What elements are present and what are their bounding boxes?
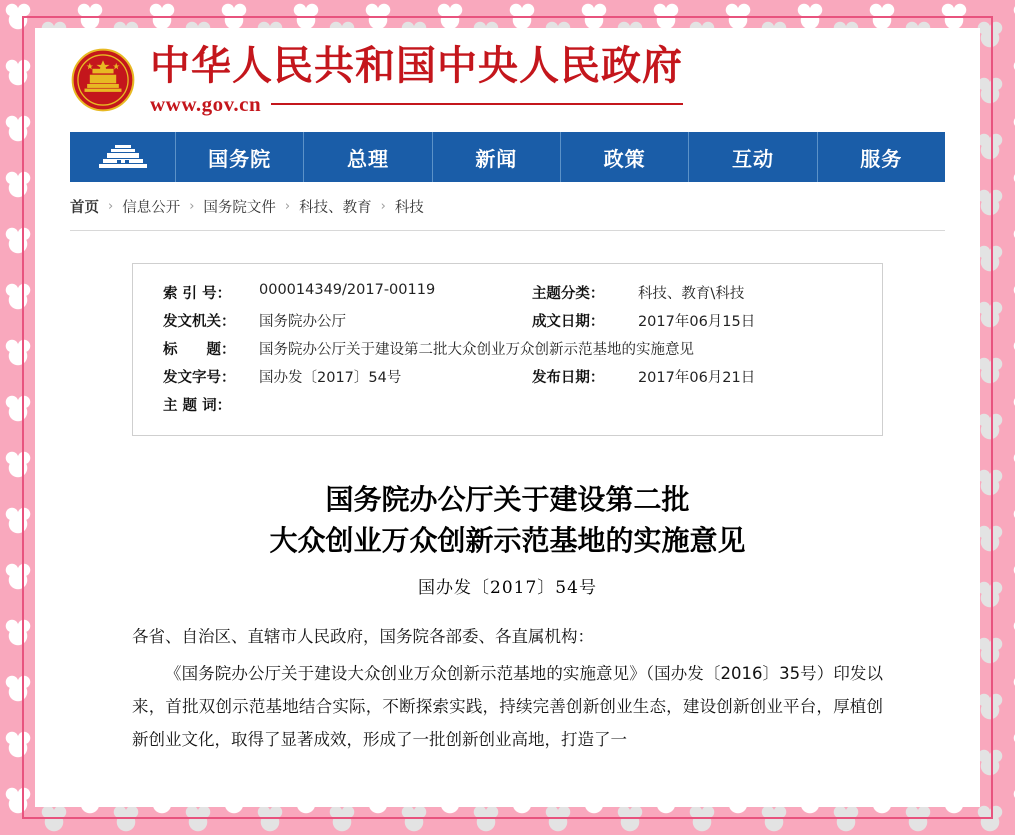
breadcrumb-separator: › <box>380 198 386 214</box>
nav-item-zongli[interactable]: 总理 <box>304 132 432 182</box>
meta-value-index: 000014349/2017-00119 <box>259 282 436 298</box>
meta-label-docnumber: 发文字号： <box>163 370 236 386</box>
document-paragraph-1: 《国务院办公厅关于建设大众创业万众创新示范基地的实施意见》（国办发〔2016〕35号）印发以来，首批双创示范基地结合实际，不断探索实践，持续完善创新创业生态，建设创新创业平台，厚植创新创业文化，取得了显著成效，形成了一批创新创业高地，打造了一 <box>132 664 883 750</box>
breadcrumb-item-info[interactable]: 信息公开 <box>122 199 181 216</box>
document-title-line1: 国务院办公厅关于建设第二批 <box>325 483 690 516</box>
site-url: www.gov.cn <box>150 91 262 116</box>
breadcrumb-separator: › <box>189 198 195 214</box>
brand-block <box>150 44 683 117</box>
breadcrumb-item-subcategory[interactable]: 科技 <box>394 199 424 216</box>
meta-value-title: 国务院办公厅关于建设第二批大众创业万众创新示范基地的实施意见 <box>259 342 694 358</box>
meta-value-issuer: 国务院办公厅 <box>259 314 346 330</box>
nav-item-fuwu[interactable]: 服务 <box>860 146 903 171</box>
meta-label-publish-date: 发布日期： <box>531 370 605 386</box>
meta-label-topic: 主题分类： <box>531 286 605 302</box>
breadcrumb <box>70 182 945 231</box>
site-title: 中华人民共和国中央人民政府 <box>150 42 683 89</box>
meta-label-title: 标 题： <box>163 342 236 358</box>
document-paragraph-salutation: 各省、自治区、直辖市人民政府，国务院各部委、各直属机构： <box>132 627 594 647</box>
document-meta-grid <box>163 282 852 415</box>
meta-label-index: 索 引 号： <box>163 286 232 302</box>
nav-item-guowuyuan[interactable]: 国务院 <box>176 132 304 182</box>
page-sheet <box>35 28 980 807</box>
breadcrumb-item-home[interactable]: 首页 <box>70 199 99 216</box>
meta-label-issuer: 发文机关： <box>163 314 236 330</box>
meta-value-topic: 科技、教育\科技 <box>637 286 745 302</box>
document-body <box>132 436 883 756</box>
document-number: 国办发〔2017〕54号 <box>418 578 597 599</box>
nav-home-button[interactable] <box>70 132 176 182</box>
brand-rule <box>271 103 683 105</box>
breadcrumb-separator: › <box>284 198 291 214</box>
tiananmen-icon <box>95 142 151 172</box>
meta-value-written-date: 2017年06月15日 <box>637 314 756 330</box>
breadcrumb-separator: › <box>108 198 114 214</box>
nav-item-hudong[interactable]: 互动 <box>689 132 817 182</box>
meta-label-written-date: 成文日期： <box>531 314 605 330</box>
national-emblem-icon <box>70 47 136 113</box>
meta-value-publish-date: 2017年06月21日 <box>637 370 756 386</box>
meta-value-docnumber: 国办发〔2017〕54号 <box>259 370 402 386</box>
document-title-line2: 大众创业万众创新示范基地的实施意见 <box>269 523 746 557</box>
nav-item-xinwen[interactable]: 新闻 <box>433 132 561 182</box>
meta-label-keywords: 主 题 词： <box>163 398 232 414</box>
breadcrumb-item-category[interactable]: 科技、教育 <box>299 199 372 216</box>
main-nav <box>70 132 945 182</box>
breadcrumb-item-documents[interactable]: 国务院文件 <box>203 199 276 216</box>
meta-value-keywords <box>249 394 852 415</box>
document-meta-box <box>132 263 883 436</box>
site-url-row <box>150 92 683 117</box>
site-header <box>35 28 980 132</box>
nav-item-zhengce[interactable]: 政策 <box>561 132 689 182</box>
